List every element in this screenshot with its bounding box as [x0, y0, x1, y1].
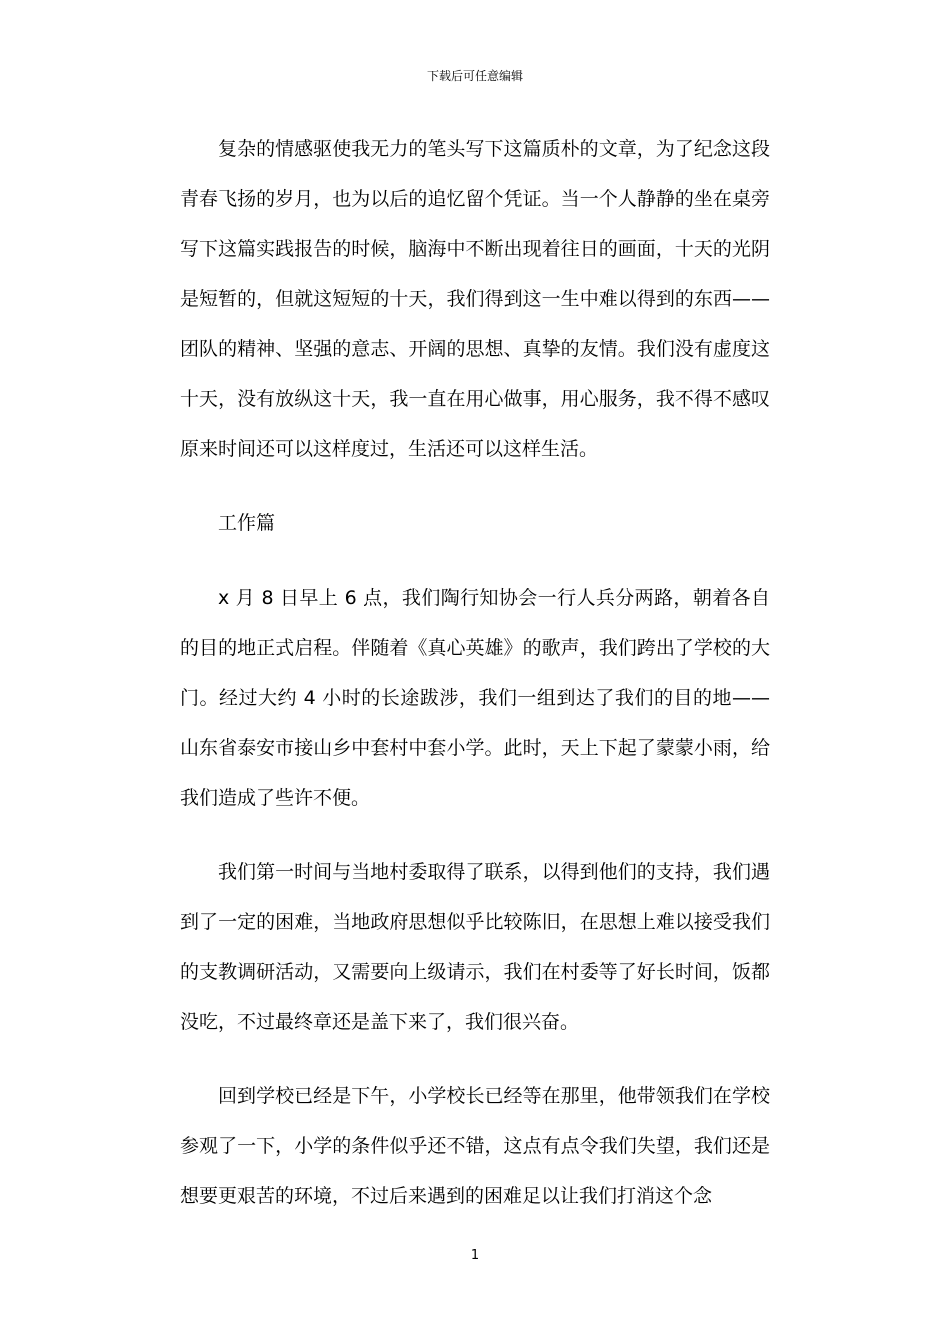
- page-number: 1: [470, 1248, 480, 1263]
- section-heading: 工作篇: [218, 512, 276, 534]
- paragraph-departure: x 月 8 日早上 6 点，我们陶行知协会一行人兵分两路，朝着各自的目的地正式启程。伴随着《真心英雄》的歌声，我们跨出了学校的大门。经过大约 4 小时的长途跋涉，我们一组到达了我们的目的地——山东省泰安市接山乡中套村中套小学。此时，天上下起了蒙蒙小雨，给我们造成了些许不便。: [180, 587, 770, 809]
- paragraph-intro: 复杂的情感驱使我无力的笔头写下这篇质朴的文章，为了纪念这段青春飞扬的岁月，也为以后的追忆留个凭证。当一个人静静的坐在桌旁写下这篇实践报告的时候，脑海中不断出现着往日的画面，十天的光阴是短暂的，但就这短短的十天，我们得到这一生中难以得到的东西——团队的精神、坚强的意志、开阔的思想、真挚的友情。我们没有虚度这十天，没有放纵这十天，我一直在用心做事，用心服务，我不得不感叹原来时间还可以这样度过，生活还可以这样生活。: [180, 138, 770, 460]
- paragraph-village-committee: 我们第一时间与当地村委取得了联系，以得到他们的支持，我们遇到了一定的困难，当地政府思想似乎比较陈旧，在思想上难以接受我们的支教调研活动，又需要向上级请示，我们在村委等了好长时间，饭都没吃，不过最终章还是盖下来了，我们很兴奋。: [180, 861, 770, 1033]
- page-header: 下载后可任意编辑: [426, 69, 523, 83]
- paragraph-school-visit: 回到学校已经是下午，小学校长已经等在那里，他带领我们在学校参观了一下，小学的条件似乎还不错，这点有点令我们失望，我们还是想要更艰苦的环境，不过后来遇到的困难足以让我们打消这个念: [180, 1085, 770, 1207]
